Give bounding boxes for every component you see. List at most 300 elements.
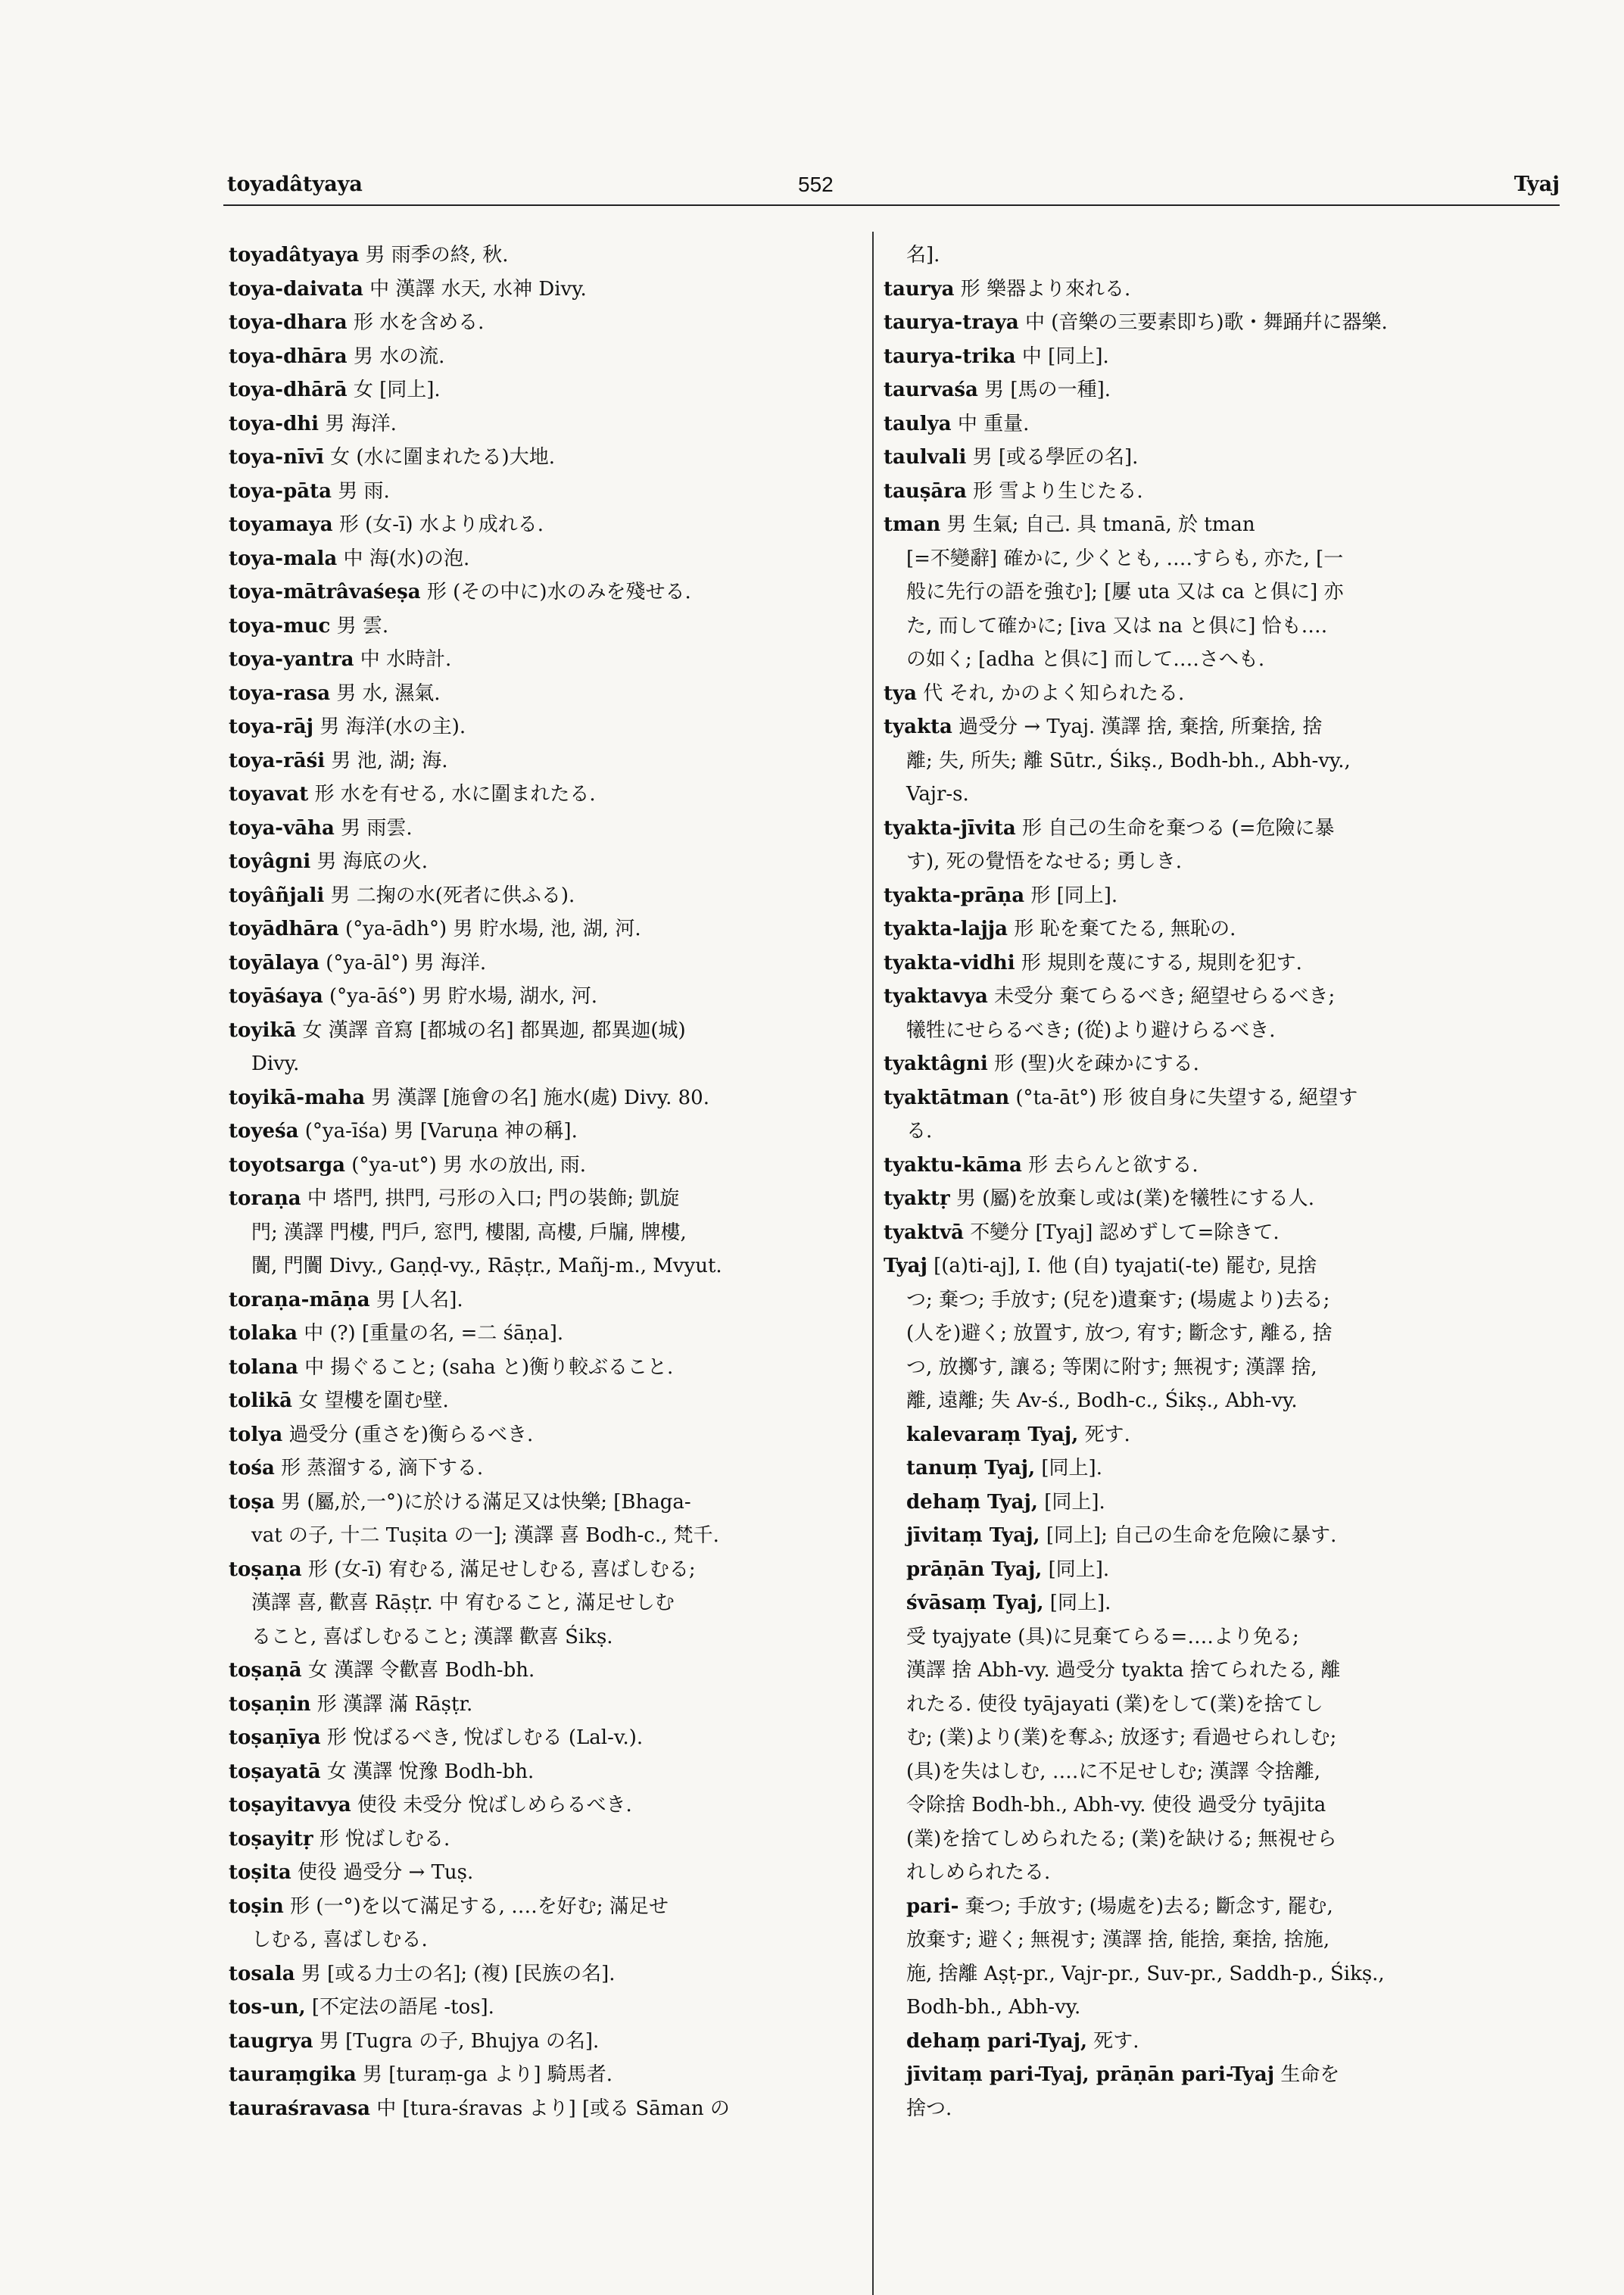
definition-text: 中 [同上]. <box>1015 345 1109 368</box>
dictionary-line <box>229 2025 857 2059</box>
right-column <box>884 239 1536 2125</box>
definition-text: (°ya-āl°) 男 海洋. <box>319 951 487 974</box>
definition-text: 男 二掬の水(死者に供ふる). <box>324 884 575 907</box>
definition-text: ること, 喜ばしむること; 漢譯 歡喜 Śikṣ. <box>251 1625 613 1648</box>
dictionary-line <box>884 1957 1536 1991</box>
definition-text: 不變分 [Tyaj] 認めずして=除きて. <box>963 1221 1280 1244</box>
headword: tyakta-vidhi <box>884 951 1015 974</box>
dictionary-line <box>884 1991 1536 2025</box>
dictionary-line <box>229 2058 857 2092</box>
dictionary-line <box>229 845 857 879</box>
dictionary-line <box>229 441 857 475</box>
headword: toya-pāta <box>229 479 332 503</box>
dictionary-line <box>229 980 857 1014</box>
dictionary-line <box>229 1991 857 2025</box>
definition-text: 女 (水に圍まれたる)大地. <box>323 446 555 469</box>
headword: toraṇa <box>229 1187 301 1210</box>
dictionary-line <box>229 1452 857 1486</box>
headword: toṣita <box>229 1861 291 1884</box>
dictionary-line <box>229 1586 857 1620</box>
definition-text: る. <box>906 1120 933 1143</box>
headword: toraṇa-māṇa <box>229 1288 370 1311</box>
headword: tyaktātman <box>884 1086 1010 1109</box>
dictionary-line <box>884 677 1536 711</box>
dictionary-line <box>229 1823 857 1857</box>
definition-text: (°ya-īśa) 男 [Varuṇa 神の稱]. <box>298 1120 578 1143</box>
definition-text: 般に先行の語を強む]; [屢 uta 又は ca と俱に] 亦 <box>906 581 1344 603</box>
headword: toya-rasa <box>229 681 331 705</box>
dictionary-line <box>229 1890 857 1924</box>
headword: tanuṃ Tyaj, <box>906 1457 1036 1480</box>
definition-text: 受 tyajyate (具)に見棄てらる=‥‥より免る; <box>906 1625 1299 1648</box>
dictionary-line <box>884 1823 1536 1857</box>
headword: tya <box>884 681 917 705</box>
dictionary-line <box>884 710 1536 744</box>
headword: toṣayatā <box>229 1760 321 1783</box>
headword: toyadâtyaya <box>229 244 360 267</box>
definition-text: 漢譯 喜, 歡喜 Rāṣṭr. 中 宥むること, 滿足せしむ <box>251 1592 675 1614</box>
dictionary-line <box>884 441 1536 475</box>
definition-text: 形 (女-ī) 宥むる, 滿足せしむる, 喜ばしむる; <box>301 1558 696 1581</box>
headword: toṣayitṛ <box>229 1827 313 1851</box>
definition-text: Vajr-s. <box>906 783 969 806</box>
dictionary-line <box>229 744 857 778</box>
definition-text: れしめられたる. <box>906 1861 1051 1884</box>
headword: toyādhāra <box>229 918 339 940</box>
headword: toya-rāj <box>229 716 314 738</box>
definition-text: れたる. 使役 tyājayati (業)をして(業)を捨てし <box>906 1692 1323 1716</box>
definition-text: 男 (屬)を放棄し或は(業)を犧牲にする人. <box>949 1187 1315 1210</box>
dictionary-line <box>884 1519 1536 1553</box>
dictionary-line <box>884 1923 1536 1957</box>
dictionary-line <box>884 812 1536 846</box>
definition-text: (業)を捨てしめられたる; (業)を缺ける; 無視せら <box>906 1827 1337 1851</box>
dictionary-line <box>229 1317 857 1351</box>
dictionary-line <box>229 778 857 812</box>
definition-text: 形 (女-ī) 水より成れる. <box>332 513 544 536</box>
dictionary-line <box>229 273 857 307</box>
dictionary-line <box>884 239 1536 273</box>
headword: toya-nīvī <box>229 446 324 469</box>
dictionary-line <box>229 1384 857 1418</box>
running-head-left: toyadâtyaya <box>227 173 363 196</box>
dictionary-line <box>884 1586 1536 1620</box>
headword: tos-un, <box>229 1996 306 2019</box>
headword: tyaktvā <box>884 1221 964 1244</box>
headword: toṣaṇā <box>229 1659 302 1682</box>
definition-text: 形 (その中に)水のみを殘せる. <box>420 581 691 603</box>
headword: toṣin <box>229 1894 284 1918</box>
dictionary-line <box>884 1249 1536 1283</box>
dictionary-line <box>884 778 1536 812</box>
dictionary-line <box>884 1620 1536 1654</box>
dictionary-line <box>229 306 857 340</box>
dictionary-line <box>229 373 857 407</box>
headword: tyaktavya <box>884 985 988 1008</box>
left-column <box>229 239 857 2125</box>
definition-text: [不定法の語尾 -tos]. <box>305 1996 494 2019</box>
dictionary-line <box>884 1283 1536 1317</box>
dictionary-line <box>229 1216 857 1250</box>
definition-text: 名]. <box>906 244 940 267</box>
definition-text: 男 雲. <box>330 614 389 638</box>
dictionary-line <box>884 1856 1536 1890</box>
headword: jīvitaṃ pari-Tyaj, prāṇān pari-Tyaj <box>906 2063 1275 2086</box>
definition-text: [同上]. <box>1037 1490 1105 1514</box>
dictionary-line <box>884 980 1536 1014</box>
definition-text: 男 漢譯 [施會の名] 施水(處) Divy. 80. <box>365 1086 709 1109</box>
dictionary-line <box>229 1654 857 1688</box>
headword: toṣaṇa <box>229 1558 302 1581</box>
definition-text: 死す. <box>1078 1423 1130 1446</box>
headword: toyamaya <box>229 513 333 536</box>
dictionary-line <box>884 1418 1536 1452</box>
definition-text: 形 自己の生命を棄つる (=危險に暴 <box>1015 816 1335 840</box>
dictionary-line <box>229 879 857 913</box>
definition-text: Bodh-bh., Abh-vy. <box>906 1996 1081 2019</box>
headword: Tyaj <box>884 1255 927 1277</box>
dictionary-line <box>884 1115 1536 1149</box>
dictionary-line <box>884 879 1536 913</box>
dictionary-line <box>884 1216 1536 1250</box>
definition-text: 中 海(水)の泡. <box>337 547 470 570</box>
running-head-right: Tyaj <box>1513 173 1560 196</box>
definition-text: 中 (音樂の三要素即ち)歌・舞踊幷に器樂. <box>1018 311 1388 334</box>
definition-text: つ; 棄つ; 手放す; (兒を)遺棄す; (場處より)去る; <box>906 1288 1330 1311</box>
dictionary-line <box>884 475 1536 509</box>
headword: toyeśa <box>229 1120 299 1143</box>
dictionary-line <box>229 946 857 981</box>
definition-text: (°ta-āt°) 形 彼自身に失望する, 絕望す <box>1009 1086 1358 1109</box>
dictionary-line <box>229 575 857 610</box>
dictionary-line <box>884 1317 1536 1351</box>
definition-text: 男 [人名]. <box>369 1288 463 1311</box>
definition-text: 男 海洋. <box>319 412 397 435</box>
headword: tyakta <box>884 716 952 738</box>
dictionary-line <box>884 1553 1536 1587</box>
dictionary-line <box>884 643 1536 677</box>
headword: toya-mātrâvaśeṣa <box>229 581 421 603</box>
definition-text: [同上]. <box>1042 1558 1110 1581</box>
headword: toyāśaya <box>229 985 323 1008</box>
definition-text: 女 漢譯 音寫 [都城の名] 都異迦, 都異迦(城) <box>296 1018 686 1042</box>
definition-text: 男 水, 濕氣. <box>330 681 441 705</box>
dictionary-line <box>229 239 857 273</box>
dictionary-line <box>884 1890 1536 1924</box>
headword: tyaktṛ <box>884 1187 950 1210</box>
page-number: 552 <box>798 173 834 196</box>
dictionary-line <box>884 508 1536 542</box>
definition-text: む; (業)より(業)を奪ふ; 放逐す; 看過せられしむ; <box>906 1726 1337 1749</box>
headword: kalevaraṃ Tyaj, <box>906 1423 1079 1446</box>
dictionary-line <box>229 2092 857 2126</box>
headword: toya-mala <box>229 547 338 570</box>
headword: toṣayitavya <box>229 1794 351 1816</box>
headword: taulya <box>884 412 952 435</box>
definition-text: 形 悅ばしむる. <box>313 1827 450 1851</box>
headword: tyaktâgni <box>884 1052 988 1075</box>
definition-text: 中 (?) [重量の名, =二 śāṇa]. <box>297 1322 564 1345</box>
dictionary-line <box>229 1553 857 1587</box>
headword: tman <box>884 513 941 536</box>
dictionary-line <box>884 1755 1536 1789</box>
definition-text: 男 雨雲. <box>334 816 413 840</box>
headword: tolaka <box>229 1322 298 1345</box>
dictionary-line <box>229 1519 857 1553</box>
definition-text: 捨つ. <box>906 2097 952 2120</box>
dictionary-line <box>229 1182 857 1216</box>
definition-text: 形 漢譯 滿 Rāṣṭr. <box>310 1692 473 1716</box>
dictionary-line <box>229 1788 857 1823</box>
definition-text: の如く; [adha と俱に] 而して‥‥さへも. <box>906 648 1265 671</box>
headword: toyavat <box>229 783 309 806</box>
dictionary-line <box>229 1115 857 1149</box>
definition-text: [(a)ti-aj], I. 他 (自) tyajati(-te) 罷む, 見捨 <box>927 1255 1317 1277</box>
dictionary-line <box>229 1351 857 1385</box>
headword: toṣa <box>229 1490 275 1514</box>
dictionary-line <box>229 1081 857 1115</box>
dictionary-line <box>229 1418 857 1452</box>
dictionary-line <box>884 340 1536 374</box>
definition-text: 男 [turaṃ-ga より] 騎馬者. <box>356 2063 613 2086</box>
dictionary-line <box>884 1351 1536 1385</box>
dictionary-line <box>884 2058 1536 2092</box>
dictionary-line <box>884 1452 1536 1486</box>
definition-text: 形 去らんと欲する. <box>1021 1153 1199 1177</box>
dictionary-line <box>884 1688 1536 1722</box>
definition-text: 中 塔門, 拱門, 弓形の入口; 門の裝飾; 凱旋 <box>301 1187 680 1210</box>
dictionary-line <box>229 1755 857 1789</box>
headword: toyikā <box>229 1018 297 1042</box>
definition-text: (°ya-ut°) 男 水の放出, 雨. <box>345 1153 587 1177</box>
dictionary-line <box>229 508 857 542</box>
definition-text: 形 水を有せる, 水に圍まれたる. <box>308 783 596 806</box>
definition-text: 形 (聖)火を疎かにする. <box>987 1052 1199 1075</box>
definition-text: 男 海底の火. <box>310 850 429 873</box>
headword: taugrya <box>229 2029 313 2053</box>
definition-text: 犧牲にせらるべき; (從)より避けらるべき. <box>906 1018 1276 1042</box>
definition-text: 男 [或る學匠の名]. <box>966 446 1139 469</box>
definition-text: [同上]; 自己の生命を危險に暴す. <box>1040 1524 1337 1547</box>
dictionary-line <box>229 475 857 509</box>
dictionary-line <box>229 542 857 576</box>
definition-text: 使役 未受分 悅ばしめらるべき. <box>351 1794 632 1816</box>
dictionary-line <box>884 2025 1536 2059</box>
headword: toṣaṇīya <box>229 1726 321 1749</box>
dictionary-line <box>229 812 857 846</box>
definition-text: 形 水を含める. <box>347 311 485 334</box>
dictionary-line <box>229 1688 857 1722</box>
definition-text: [=不變辭] 確かに, 少くとも, ‥‥すらも, 亦た, [一 <box>906 547 1344 570</box>
headword: tyakta-prāṇa <box>884 884 1025 907</box>
headword: prāṇān Tyaj, <box>906 1558 1043 1581</box>
definition-text: 男 [或る力士の名]; (複) [民族の名]. <box>295 1962 616 1985</box>
headword: tolana <box>229 1355 298 1379</box>
headword: taurya-traya <box>884 311 1019 334</box>
headword: toya-rāśi <box>229 749 326 772</box>
dictionary-line <box>884 1654 1536 1688</box>
definition-text: 形 雪より生じたる. <box>966 479 1143 503</box>
headword: tośa <box>229 1457 275 1480</box>
dictionary-line <box>229 710 857 744</box>
dictionary-line <box>229 1856 857 1890</box>
definition-text: (°ya-ādh°) 男 貯水場, 池, 湖, 河. <box>338 918 641 940</box>
headword: toya-muc <box>229 614 331 638</box>
dictionary-line <box>229 340 857 374</box>
headword: tolya <box>229 1423 283 1446</box>
headword: tolikā <box>229 1389 292 1412</box>
definition-text: (°ya-āś°) 男 貯水場, 湖水, 河. <box>323 985 597 1008</box>
headword: toya-dhārā <box>229 379 348 401</box>
dictionary-line <box>884 1384 1536 1418</box>
definition-text: す), 死の覺悟をなせる; 勇しき. <box>906 850 1182 873</box>
dictionary-line <box>884 946 1536 981</box>
dictionary-line <box>229 1014 857 1048</box>
headword: toya-dhara <box>229 311 348 334</box>
headword: taulvali <box>884 446 967 469</box>
definition-text: 令除捨 Bodh-bh., Abh-vy. 使役 過受分 tyājita <box>906 1794 1326 1816</box>
headword: toyotsarga <box>229 1153 346 1177</box>
headword: toya-daivata <box>229 277 363 301</box>
dictionary-line <box>884 1014 1536 1048</box>
headword: taurya <box>884 277 955 301</box>
dictionary-line <box>884 273 1536 307</box>
definition-text: 未受分 棄てらるべき; 絕望せらるべき; <box>987 985 1336 1008</box>
definition-text: しむる, 喜ばしむる. <box>251 1929 428 1951</box>
dictionary-line <box>229 610 857 644</box>
definition-text: [同上]. <box>1043 1592 1111 1614</box>
dictionary-line <box>229 1957 857 1991</box>
column-divider <box>872 232 874 2295</box>
definition-text: 闠, 門闠 Divy., Gaṇḍ-vy., Rāṣṭr., Mañj-m., Mvyut. <box>251 1255 722 1277</box>
dictionary-line <box>884 1486 1536 1520</box>
headword: toyâñjali <box>229 884 325 907</box>
dictionary-line <box>884 1721 1536 1755</box>
definition-text: 形 恥を棄てたる, 無恥の. <box>1008 918 1236 940</box>
definition-text: 男 (屬,於,一°)に於ける滿足又は快樂; [Bhaga- <box>274 1490 691 1514</box>
dictionary-line <box>229 1486 857 1520</box>
headword: dehaṃ pari-Tyaj, <box>906 2029 1088 2053</box>
headword: jīvitaṃ Tyaj, <box>906 1524 1040 1547</box>
definition-text: 離, 遠離; 失 Av-ś., Bodh-c., Śikṣ., Abh-vy. <box>906 1389 1298 1412</box>
definition-text: 形 [同上]. <box>1024 884 1118 907</box>
definition-text: 女 望樓を圍む壁. <box>291 1389 449 1412</box>
definition-text: 形 (一°)を以て滿足する, ‥‥を好む; 滿足せ <box>283 1894 669 1918</box>
dictionary-line <box>229 1149 857 1183</box>
headword: dehaṃ Tyaj, <box>906 1490 1038 1514</box>
definition-text: (具)を失はしむ, ‥‥に不足せしむ; 漢譯 令捨離, <box>906 1760 1321 1783</box>
headword: śvāsaṃ Tyaj, <box>906 1592 1044 1614</box>
dictionary-line <box>884 744 1536 778</box>
dictionary-line <box>229 1047 857 1081</box>
dictionary-line <box>229 1620 857 1654</box>
dictionary-line <box>884 373 1536 407</box>
definition-text: 過受分 → Tyaj. 漢譯 捨, 棄捨, 所棄捨, 捨 <box>952 716 1323 738</box>
definition-text: 施, 捨離 Aṣṭ-pr., Vajr-pr., Suv-pr., Saddh-p., Śikṣ., <box>906 1962 1385 1985</box>
definition-text: 中 漢譯 水天, 水神 Divy. <box>363 277 587 301</box>
definition-text: 男 雨. <box>331 479 390 503</box>
definition-text: 使役 過受分 → Tuṣ. <box>291 1861 474 1884</box>
definition-text: 代 それ, かのよく知られたる. <box>916 681 1185 705</box>
dictionary-line <box>884 1182 1536 1216</box>
definition-text: vat の子, 十二 Tuṣita の一]; 漢譯 喜 Bodh-c., 梵千. <box>251 1524 719 1547</box>
definition-text: 形 規則を蔑にする, 規則を犯す. <box>1015 951 1302 974</box>
definition-text: 男 [Tugra の子, Bhujya の名]. <box>313 2029 600 2053</box>
definition-text: 女 漢譯 令歡喜 Bodh-bh. <box>301 1659 535 1682</box>
headword: toyikā-maha <box>229 1086 366 1109</box>
definition-text: 門; 漢譯 門樓, 門戶, 窓門, 樓閣, 高樓, 戶牖, 牌樓, <box>251 1221 687 1244</box>
headword: tyakta-jīvita <box>884 816 1016 840</box>
dictionary-line <box>884 912 1536 946</box>
definition-text: 中 [tura-śravas より] [或る Sāman の <box>369 2097 730 2120</box>
dictionary-line <box>229 1283 857 1317</box>
dictionary-line <box>229 912 857 946</box>
definition-text: 男 海洋(水の主). <box>313 716 466 738</box>
definition-text: 過受分 (重さを)衡らるべき. <box>282 1423 534 1446</box>
dictionary-line <box>229 1249 857 1283</box>
header-rule <box>223 204 1560 206</box>
dictionary-line <box>884 1788 1536 1823</box>
headword: tauraṃgika <box>229 2063 357 2086</box>
dictionary-line <box>884 542 1536 576</box>
dictionary-line <box>229 677 857 711</box>
dictionary-line <box>884 1081 1536 1115</box>
dictionary-line <box>884 407 1536 441</box>
headword: tauraśravasa <box>229 2097 370 2120</box>
definition-text: 男 池, 湖; 海. <box>325 749 448 772</box>
headword: toṣaṇin <box>229 1692 311 1716</box>
headword: toyālaya <box>229 951 320 974</box>
definition-text: [同上]. <box>1035 1457 1102 1480</box>
headword: pari- <box>906 1894 959 1918</box>
dictionary-line <box>884 610 1536 644</box>
definition-text: 棄つ; 手放す; (場處を)去る; 斷念す, 罷む, <box>959 1894 1333 1918</box>
headword: tyaktu-kāma <box>884 1153 1022 1177</box>
dictionary-line <box>884 2092 1536 2126</box>
definition-text: Divy. <box>251 1052 300 1075</box>
definition-text: 形 蒸溜する, 滴下する. <box>274 1457 484 1480</box>
definition-text: (人を)避く; 放置す, 放つ, 宥す; 斷念す, 離る, 捨 <box>906 1322 1333 1345</box>
headword: tyakta-lajja <box>884 918 1008 940</box>
definition-text: 男 雨季の終, 秋. <box>359 244 509 267</box>
headword: toya-vāha <box>229 816 335 840</box>
headword: tauṣāra <box>884 479 967 503</box>
definition-text: 形 樂器より來れる. <box>954 277 1131 301</box>
headword: toya-dhāra <box>229 345 348 368</box>
dictionary-line <box>884 306 1536 340</box>
definition-text: 男 [馬の一種]. <box>977 379 1111 401</box>
definition-text: 離; 失, 所失; 離 Sūtr., Śikṣ., Bodh-bh., Abh-vy., <box>906 749 1351 772</box>
dictionary-line <box>229 1923 857 1957</box>
definition-text: 男 生氣; 自己. 具 tmanā, 於 tman <box>940 513 1255 536</box>
definition-text: た, 而して確かに; [iva 又は na と俱に] 恰も‥‥ <box>906 614 1328 638</box>
definition-text: 中 揚ぐること; (saha と)衡り較ぶること. <box>298 1355 674 1379</box>
definition-text: 中 重量. <box>951 412 1030 435</box>
definition-text: 形 悅ばるべき, 悅ばしむる (Lal-v.). <box>320 1726 644 1749</box>
headword: toyâgni <box>229 850 311 873</box>
dictionary-line <box>229 407 857 441</box>
headword: toya-yantra <box>229 648 354 671</box>
headword: toya-dhi <box>229 412 320 435</box>
dictionary-line <box>884 1047 1536 1081</box>
dictionary-line <box>884 1149 1536 1183</box>
definition-text: 生命を <box>1274 2063 1340 2086</box>
headword: tosala <box>229 1962 295 1985</box>
definition-text: 漢譯 捨 Abh-vy. 過受分 tyakta 捨てられたる, 離 <box>906 1659 1341 1682</box>
headword: taurvaśa <box>884 379 978 401</box>
definition-text: 男 水の流. <box>347 345 445 368</box>
definition-text: 女 [同上]. <box>347 379 441 401</box>
